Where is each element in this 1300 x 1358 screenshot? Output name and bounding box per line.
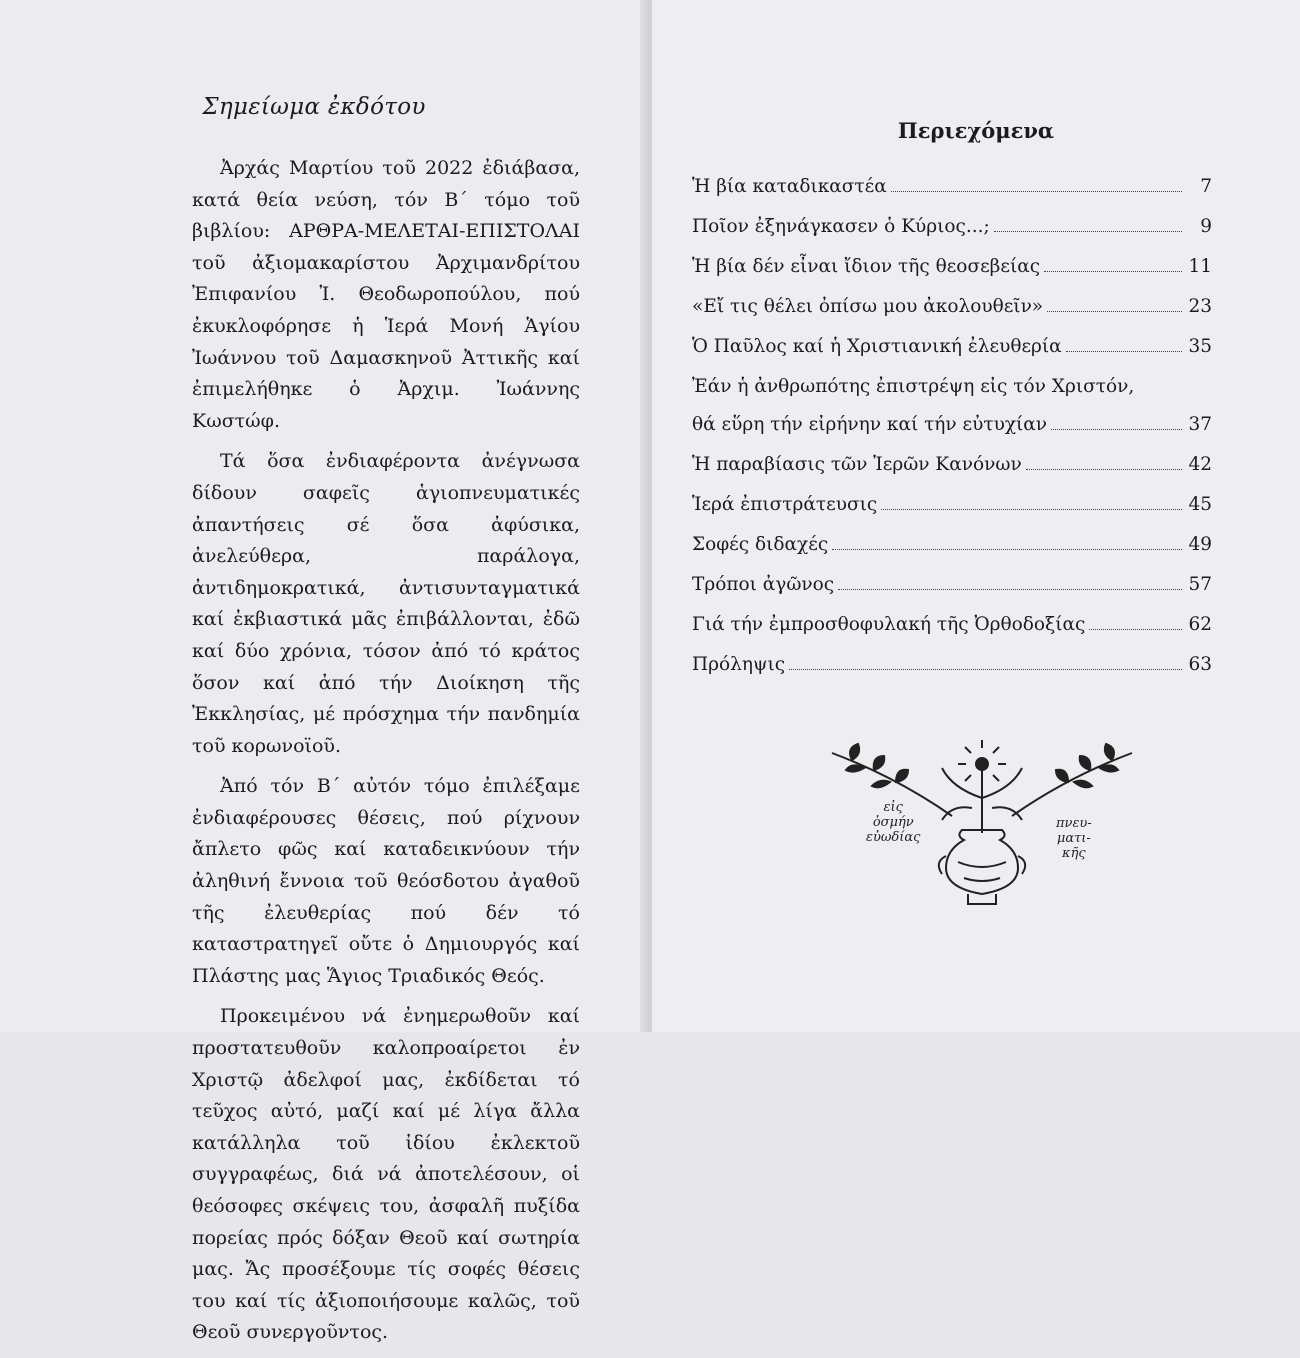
dot-leader (881, 509, 1182, 510)
toc-entry[interactable] (692, 216, 1212, 256)
dot-leader (1026, 469, 1182, 470)
vase-flower-icon (812, 738, 1152, 908)
toc-page-number: 23 (1188, 296, 1212, 317)
toc-page-number: 45 (1188, 494, 1212, 515)
dot-leader (1066, 351, 1182, 352)
toc-title-continued: θά εὕρη τήν εἰρήνην καί τήν εὐτυχίαν (692, 414, 1048, 435)
dot-leader (832, 549, 1182, 550)
dot-leader (1044, 271, 1182, 272)
toc-title: Ἡ βία καταδικαστέα (692, 176, 887, 197)
toc-title: Τρόποι ἀγῶνος (692, 574, 835, 595)
toc-entry[interactable] (692, 654, 1212, 694)
toc-page-number: 35 (1188, 336, 1212, 357)
dot-leader (1089, 629, 1182, 630)
toc-page-number: 49 (1188, 534, 1212, 555)
toc-entry[interactable] (692, 614, 1212, 654)
toc-page-number: 63 (1188, 654, 1212, 675)
paragraph: Ἀπό τόν Β΄ αὐτόν τόμο ἐπιλέξαμε ἐνδιαφέρουσες θέσεις, πού ρίχνουν ἄπλετο φῶς καί καταδεικνύουν τήν ἀληθινή ἔννοια τοῦ θεόσδοτου ἀγαθοῦ τῆς ἐλευθερίας πού δέν τό καταστρατηγεῖ οὔτε ὁ Δημιουργός καί Πλάστης μας Ἅγιος Τριαδικός Θεός. (192, 775, 580, 987)
toc-page-number: 7 (1200, 176, 1212, 197)
ornament-caption-right: πνευ- ματι- κῆς (1056, 816, 1092, 861)
toc-title: Πρόληψις (692, 654, 786, 675)
toc-title: Ὁ Παῦλος καί ἡ Χριστιανική ἐλευθερία (692, 336, 1062, 357)
toc-entry[interactable] (692, 494, 1212, 534)
toc-entry[interactable] (692, 534, 1212, 574)
toc-page-number: 11 (1188, 256, 1212, 277)
toc-page-number: 62 (1188, 614, 1212, 635)
toc-entry[interactable] (692, 256, 1212, 296)
toc-title: Γιά τήν ἐμπροσθοφυλακή τῆς Ὀρθοδοξίας (692, 614, 1086, 635)
toc-entry[interactable] (692, 176, 1212, 216)
paragraph: Προκειμένου νά ἐνημερωθοῦν καί προστατευθοῦν καλοπροαίρετοι ἐν Χριστῷ ἀδελφοί μας, ἐκδίδεται τό τεῦχος αὐτό, μαζί καί μέ λίγα ἄλλα κατάλληλα τοῦ ἰδίου ἐκλεκτοῦ συγγραφέως, διά νά ἀποτελέσουν, οἱ θεόσοφες σκέψεις του, ἀσφαλῆ πυξίδα πορείας πρός δόξαν Θεοῦ καί σωτηρία μας. Ἄς προσέξουμε τίς σοφές θέσεις του καί τίς ἀξιοποιήσουμε καλῶς, τοῦ Θεοῦ συνεργοῦντος. (192, 1005, 580, 1344)
dot-leader (1047, 311, 1182, 312)
paragraph: Τά ὅσα ἐνδιαφέροντα ἀνέγνωσα δίδουν σαφεῖς ἁγιοπνευματικές ἀπαντήσεις σέ ὅσα ἀφύσικα, ἀνελεύθερα, παράλογα, ἀντιδημοκρατικά, ἀντισυνταγματικά καί ἐκβιαστικά μᾶς ἐπιβάλλονται, ἐδῶ καί δύο χρόνια, τόσον ἀπό τό κράτος ὅσον καί ἀπό τήν Διοίκηση τῆς Ἐκκλησίας, μέ πρόσχημα τήν πανδημία τοῦ κορωνοϊοῦ. (192, 450, 580, 757)
flower-vase-ornament (812, 738, 1152, 908)
toc-entry[interactable] (692, 454, 1212, 494)
paragraph: Ἀρχάς Μαρτίου τοῦ 2022 ἐδιάβασα, κατά θεία νεύση, τόν Β΄ τόμο τοῦ βιβλίου: ΑΡΘΡΑ-ΜΕΛΕΤΑΙ-ΕΠΙΣΤΟΛΑΙ τοῦ ἀξιομακαρίστου Ἀρχιμανδρίτου Ἐπιφανίου Ἰ. Θεοδωροπούλου, πού ἐκυκλοφόρησε ἡ Ἱερά Μονή Ἁγίου Ἰωάννου τοῦ Δαμασκηνοῦ Ἀττικῆς καί ἐπιμελήθηκε ὁ Ἀρχιμ. Ἰωάννης Κωστώφ. (192, 157, 580, 432)
toc-title: Ἐάν ἡ ἀνθρωπότης ἐπιστρέψη εἰς τόν Χριστόν, (692, 376, 1135, 397)
toc-title: Σοφές διδαχές (692, 534, 829, 555)
editor-note-body (192, 153, 580, 1358)
dot-leader (838, 589, 1182, 590)
editor-note-heading: Σημείωμα ἐκδότου (202, 94, 426, 120)
toc-title: Ποῖον ἐξηνάγκασεν ὁ Κύριος...; (692, 216, 990, 237)
dot-leader (891, 191, 1182, 192)
table-of-contents (692, 176, 1212, 694)
toc-page-number: 42 (1188, 454, 1212, 475)
toc-title: Ἱερά ἐπιστράτευσις (692, 494, 878, 515)
toc-title: «Εἴ τις θέλει ὀπίσω μου ἀκολουθεῖν» (692, 296, 1044, 317)
toc-page-number: 57 (1188, 574, 1212, 595)
toc-page-number: 9 (1200, 216, 1212, 237)
dot-leader (1051, 429, 1182, 430)
right-page (652, 0, 1300, 1032)
dot-leader (994, 231, 1182, 232)
toc-entry[interactable] (692, 296, 1212, 336)
left-page (0, 0, 648, 1344)
toc-title: Ἡ παραβίασις τῶν Ἱερῶν Κανόνων (692, 454, 1022, 475)
ornament-caption-left: εἰς ὀσμήν εὐωδίας (866, 800, 921, 845)
toc-entry[interactable] (692, 336, 1212, 376)
toc-entry[interactable] (692, 376, 1212, 454)
contents-heading: Περιεχόμενα (897, 118, 1055, 143)
toc-title: Ἡ βία δέν εἶναι ἴδιον τῆς θεοσεβείας (692, 256, 1041, 277)
toc-page-number: 37 (1188, 414, 1212, 435)
toc-entry[interactable] (692, 574, 1212, 614)
dot-leader (789, 669, 1182, 670)
